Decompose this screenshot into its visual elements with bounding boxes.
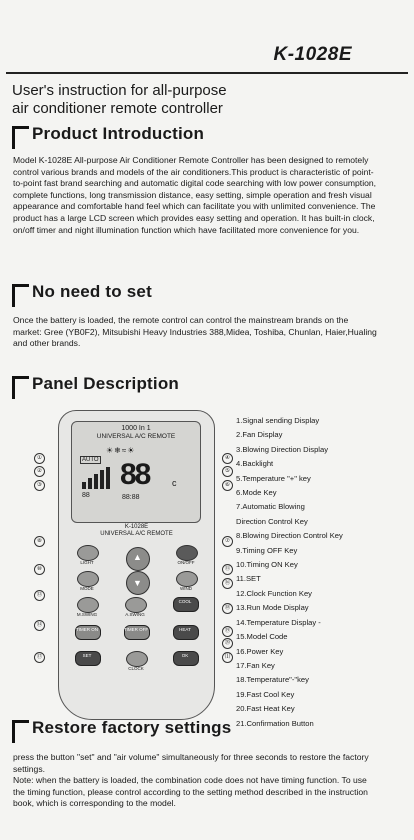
- mode-label: MODE: [80, 586, 94, 591]
- key-item: 11.SET: [236, 574, 261, 584]
- key-item: Direction Control Key: [236, 516, 308, 526]
- key-item: 4.Backlight: [236, 459, 274, 469]
- temperature-pad: [117, 547, 157, 595]
- callout-13: ⑬: [34, 590, 45, 601]
- key-item: 17.Fan Key: [236, 660, 275, 670]
- header-divider: [6, 72, 408, 74]
- aswing-button: [125, 597, 147, 613]
- heading-line-1: User's instruction for all-purpose: [12, 82, 227, 99]
- bracket-icon: [12, 720, 29, 743]
- bracket-icon: [12, 376, 29, 399]
- key-item: 18.Temperature"-"key: [236, 675, 309, 685]
- intro-paragraph: Model K-1028E All-purpose Air Conditioner Remote Controller has been designed to remotely control various brands and models of the air conditioners.This product is characteristic of point-to-point fast brand searching and automatic digital code searching with low power consumption, complete functions, long transmission distance, easy setting, simple operation and fresh visual appearance and comfortable hand feel which can facilitate you with unlimited convenience. The product has a large LCD screen which provides easy setting and operation. It has built-in clock, on/off timer and night illumination function which have facilitated more convenience for you.: [13, 155, 377, 235]
- aswing-label: A.SWING: [125, 612, 145, 617]
- key-item: 9.Timing OFF Key: [236, 545, 298, 555]
- callout-18: ⑱: [222, 603, 233, 614]
- timer-on-label: TIMER ON: [76, 627, 98, 632]
- key-item: 5.Temperature "+" key: [236, 473, 311, 483]
- key-item: 13.Run Mode Display: [236, 603, 309, 613]
- mode-button: [77, 571, 99, 587]
- lcd-temperature: 88: [120, 458, 150, 491]
- restore-note: Note: when the battery is loaded, the combination code does not have timing function. To use the timing function, please control according to the setting method described in the instruction book, which is corresponding to the model.: [13, 775, 368, 809]
- model-number: K-1028E: [273, 44, 352, 65]
- up-arrow-icon: ▲: [133, 552, 142, 562]
- lcd-screen: [71, 421, 201, 523]
- lcd-clock: 88:88: [122, 494, 140, 501]
- cool-label: COOL: [178, 599, 192, 604]
- callout-4: ④: [222, 453, 233, 464]
- timer-off-label: TIMER OFF: [123, 627, 149, 632]
- key-item: 2.Fan Display: [236, 430, 283, 440]
- lcd-model-code: 88: [82, 492, 90, 499]
- key-item: 19.Fast Cool Key: [236, 689, 295, 699]
- key-item: 20.Fast Heat Key: [236, 704, 295, 714]
- heading-line-2: air conditioner remote controller: [12, 100, 223, 117]
- key-item: 21.Confirmation Button: [236, 718, 314, 728]
- callout-6: ⑥: [222, 480, 233, 491]
- lcd-title: 1000 In 1: [121, 425, 151, 432]
- restore-instruction: press the button "set" and "air volume" simultaneously for three seconds to restore the factory settings.: [13, 752, 369, 774]
- no-need-to-set-paragraph: Once the battery is loaded, the remote control can control the mainstream brands on the market: Gree (YB0F2), Mitsubishi Heavy Industries 388,Midea, Toshiba, Chunlan, Haier,Hualing and other brands.: [13, 315, 377, 349]
- section-title-panel-description: Panel Description: [12, 376, 402, 400]
- onoff-button: [176, 545, 198, 561]
- lcd-subtitle: UNIVERSAL A/C REMOTE: [96, 433, 176, 440]
- callout-20: ⑳: [222, 638, 233, 649]
- callout-21: ⑴: [222, 652, 233, 663]
- lcd-auto: AUTO: [82, 457, 99, 463]
- key-item: 10.Timing ON Key: [236, 560, 298, 570]
- callout-17: ⑰: [34, 652, 45, 663]
- light-label: LIGHT: [80, 560, 94, 565]
- callout-1: ①: [34, 453, 45, 464]
- wind-button: [176, 571, 198, 587]
- mswing-button: [77, 597, 99, 613]
- section-title-restore-factory-settings: Restore factory settings: [12, 720, 402, 744]
- key-item: 7.Automatic Blowing: [236, 502, 305, 512]
- callout-10: ⑩: [34, 564, 45, 575]
- key-list: [236, 414, 406, 731]
- callout-15: ⑮: [222, 564, 233, 575]
- down-arrow-icon: ▼: [133, 578, 142, 588]
- key-item: 8.Blowing Direction Control Key: [236, 531, 343, 541]
- key-item: 15.Model Code: [236, 632, 288, 642]
- callout-2: ②: [34, 466, 45, 477]
- callout-16: ⑯: [222, 578, 233, 589]
- key-item: 1.Signal sending Display: [236, 416, 320, 425]
- page-heading: [12, 82, 372, 118]
- callout-3: ③: [34, 480, 45, 491]
- key-item: 14.Temperature Display -: [236, 617, 321, 627]
- callout-8: ⑧: [34, 536, 45, 547]
- key-item: 12.Clock Function Key: [236, 588, 312, 598]
- bracket-icon: [12, 126, 29, 149]
- lcd-mode-icons: ☀❄≈☀: [106, 446, 136, 455]
- remote-brand: UNIVERSAL A/C REMOTE: [100, 531, 173, 537]
- light-button: [77, 545, 99, 561]
- section-title-product-introduction: Product Introduction: [12, 126, 402, 150]
- ok-label: OK: [181, 653, 189, 658]
- key-item: 16.Power Key: [236, 646, 284, 656]
- callout-5: ⑤: [222, 466, 233, 477]
- callout-19: ⑲: [222, 626, 233, 637]
- callout-7: ⑦: [222, 536, 233, 547]
- temp-up-button: [126, 547, 150, 571]
- key-item: 3.Blowing Direction Display: [236, 444, 329, 454]
- callout-14: ⑭: [34, 620, 45, 631]
- heat-label: HEAT: [179, 627, 191, 632]
- fan-bars-icon: [82, 467, 110, 489]
- lcd-unit: c: [172, 478, 177, 488]
- restore-paragraph: [13, 752, 378, 810]
- clock-button: [126, 651, 148, 667]
- wind-label: WIND: [180, 586, 192, 591]
- section-title-no-need-to-set: No need to set: [12, 284, 402, 308]
- onoff-label: ON/OFF: [177, 560, 195, 565]
- clock-label: CLOCK: [128, 666, 144, 671]
- mswing-label: M.SWING: [76, 612, 98, 617]
- bracket-icon: [12, 284, 29, 307]
- key-item: 6.Mode Key: [236, 488, 277, 498]
- remote-illustration: [58, 410, 215, 720]
- set-label: SET: [82, 653, 92, 658]
- temp-down-button: [126, 571, 150, 595]
- remote-model: K-1028E: [124, 524, 149, 530]
